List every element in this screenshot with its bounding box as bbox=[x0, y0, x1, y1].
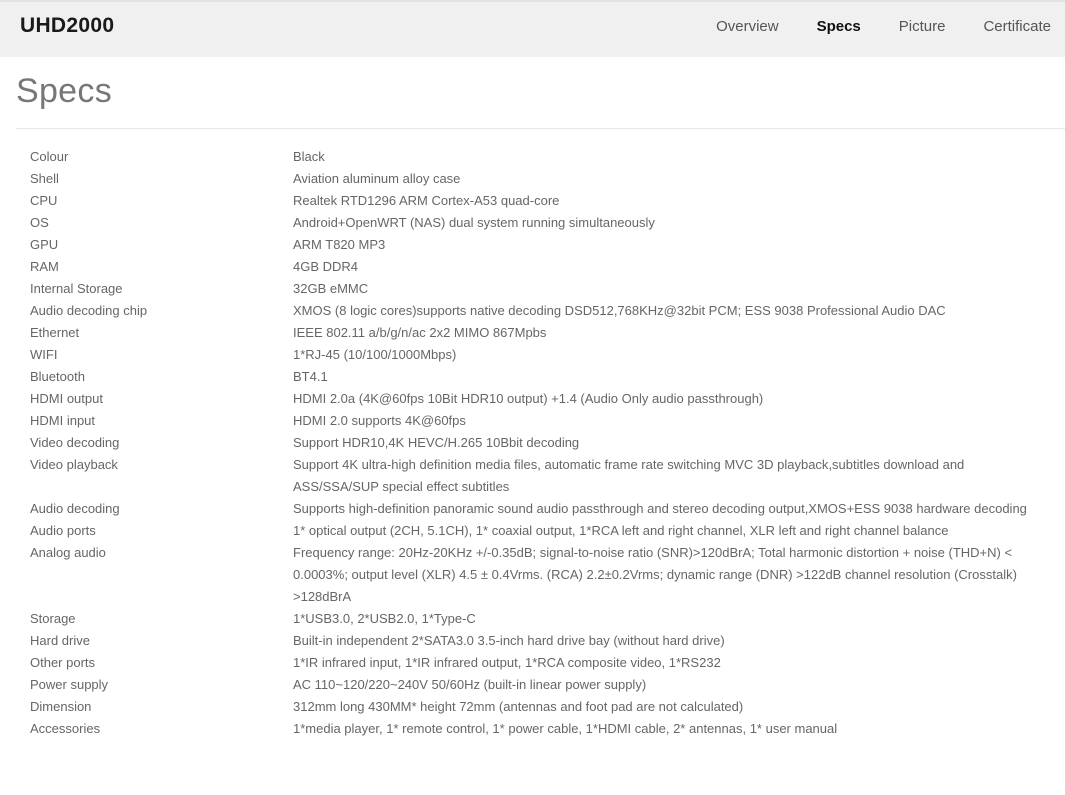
spec-row bbox=[30, 146, 1050, 168]
spec-value: HDMI 2.0 supports 4K@60fps bbox=[293, 413, 466, 428]
spec-value: BT4.1 bbox=[293, 369, 328, 384]
spec-label: Analog audio bbox=[30, 545, 106, 560]
spec-row bbox=[30, 718, 1050, 740]
spec-value: 1*IR infrared input, 1*IR infrared output, 1*RCA composite video, 1*RS232 bbox=[293, 655, 721, 670]
spec-row bbox=[30, 256, 1050, 278]
spec-label: WIFI bbox=[30, 347, 58, 362]
spec-row bbox=[30, 542, 1050, 608]
nav-specs[interactable]: Specs bbox=[816, 18, 861, 35]
spec-row bbox=[30, 454, 1050, 498]
spec-label: Video decoding bbox=[30, 435, 120, 450]
title-divider bbox=[16, 128, 1065, 129]
spec-label: Storage bbox=[30, 611, 76, 626]
nav-picture[interactable]: Picture bbox=[898, 18, 946, 35]
spec-row bbox=[30, 234, 1050, 256]
spec-row bbox=[30, 322, 1050, 344]
spec-row bbox=[30, 212, 1050, 234]
spec-label: CPU bbox=[30, 193, 58, 208]
specs-table-body bbox=[30, 146, 1050, 740]
spec-label: Hard drive bbox=[30, 633, 90, 648]
spec-value: 1* optical output (2CH, 5.1CH), 1* coaxial output, 1*RCA left and right channel, XLR left and right channel balance bbox=[293, 523, 949, 538]
spec-label: Power supply bbox=[30, 677, 109, 692]
spec-label: OS bbox=[30, 215, 49, 230]
spec-value: 32GB eMMC bbox=[293, 281, 369, 296]
spec-value: HDMI 2.0a (4K@60fps 10Bit HDR10 output) +1.4 (Audio Only audio passthrough) bbox=[293, 391, 764, 406]
spec-value: AC 110~120/220~240V 50/60Hz (built-in linear power supply) bbox=[293, 677, 647, 692]
spec-label: Ethernet bbox=[30, 325, 80, 340]
spec-value: Built-in independent 2*SATA3.0 3.5-inch hard drive bay (without hard drive) bbox=[293, 633, 725, 648]
spec-row bbox=[30, 608, 1050, 630]
spec-row bbox=[30, 520, 1050, 542]
spec-row bbox=[30, 366, 1050, 388]
spec-row bbox=[30, 674, 1050, 696]
spec-value: 1*RJ-45 (10/100/1000Mbps) bbox=[293, 347, 457, 362]
spec-value: Aviation aluminum alloy case bbox=[293, 171, 461, 186]
spec-label: Bluetooth bbox=[30, 369, 85, 384]
spec-value: Android+OpenWRT (NAS) dual system running simultaneously bbox=[293, 215, 655, 230]
spec-value: IEEE 802.11 a/b/g/n/ac 2x2 MIMO 867Mpbs bbox=[293, 325, 547, 340]
spec-value: Realtek RTD1296 ARM Cortex-A53 quad-core bbox=[293, 193, 560, 208]
spec-row bbox=[30, 410, 1050, 432]
spec-value: Frequency range: 20Hz-20KHz +/-0.35dB; signal-to-noise ratio (SNR)>120dBrA; Total harmonic distortion + noise (THD+N) < 0.0003%; output level (XLR) 4.5 ± 0.4Vrms. (RCA) 2.2±0.2Vrms; dynamic range (DNR) >122dB channel resolution (Crosstalk) >128dBrA bbox=[293, 545, 1017, 604]
top-navigation-bar bbox=[0, 0, 1065, 57]
spec-row bbox=[30, 344, 1050, 366]
spec-label: Video playback bbox=[30, 457, 118, 472]
spec-row bbox=[30, 190, 1050, 212]
spec-row bbox=[30, 498, 1050, 520]
spec-row bbox=[30, 168, 1050, 190]
spec-row bbox=[30, 630, 1050, 652]
spec-label: RAM bbox=[30, 259, 59, 274]
spec-value: Support HDR10,4K HEVC/H.265 10Bbit decoding bbox=[293, 435, 580, 450]
main-nav bbox=[716, 18, 1051, 35]
spec-label: Dimension bbox=[30, 699, 92, 714]
spec-row bbox=[30, 696, 1050, 718]
spec-value: 4GB DDR4 bbox=[293, 259, 359, 274]
spec-label: HDMI input bbox=[30, 413, 96, 428]
spec-label: Shell bbox=[30, 171, 59, 186]
spec-value: 312mm long 430MM* height 72mm (antennas and foot pad are not calculated) bbox=[293, 699, 744, 714]
spec-label: HDMI output bbox=[30, 391, 103, 406]
spec-value: 1*media player, 1* remote control, 1* power cable, 1*HDMI cable, 2* antennas, 1* user manual bbox=[293, 721, 838, 736]
spec-row bbox=[30, 278, 1050, 300]
spec-label: Other ports bbox=[30, 655, 96, 670]
spec-label: Audio decoding chip bbox=[30, 303, 148, 318]
spec-value: Support 4K ultra-high definition media files, automatic frame rate switching MVC 3D playback,subtitles download and ASS/SSA/SUP special effect subtitles bbox=[293, 457, 965, 494]
spec-value: Supports high-definition panoramic sound audio passthrough and stereo decoding output,XMOS+ESS 9038 hardware decoding bbox=[293, 501, 1027, 516]
spec-row bbox=[30, 300, 1050, 322]
spec-label: Audio ports bbox=[30, 523, 96, 538]
spec-row bbox=[30, 388, 1050, 410]
nav-certificate[interactable]: Certificate bbox=[983, 18, 1051, 35]
spec-label: Colour bbox=[30, 149, 69, 164]
page-title: Specs bbox=[16, 72, 112, 110]
specs-table bbox=[30, 146, 1050, 740]
nav-overview[interactable]: Overview bbox=[716, 18, 779, 35]
spec-label: Accessories bbox=[30, 721, 101, 736]
spec-row bbox=[30, 432, 1050, 454]
spec-label: Audio decoding bbox=[30, 501, 120, 516]
spec-row bbox=[30, 652, 1050, 674]
spec-label: Internal Storage bbox=[30, 281, 123, 296]
spec-value: XMOS (8 logic cores)supports native decoding DSD512,768KHz@32bit PCM; ESS 9038 Professional Audio DAC bbox=[293, 303, 946, 318]
spec-value: Black bbox=[293, 149, 325, 164]
spec-value: ARM T820 MP3 bbox=[293, 237, 386, 252]
spec-value: 1*USB3.0, 2*USB2.0, 1*Type-C bbox=[293, 611, 476, 626]
brand-logo[interactable]: UHD2000 bbox=[20, 14, 115, 37]
spec-label: GPU bbox=[30, 237, 59, 252]
